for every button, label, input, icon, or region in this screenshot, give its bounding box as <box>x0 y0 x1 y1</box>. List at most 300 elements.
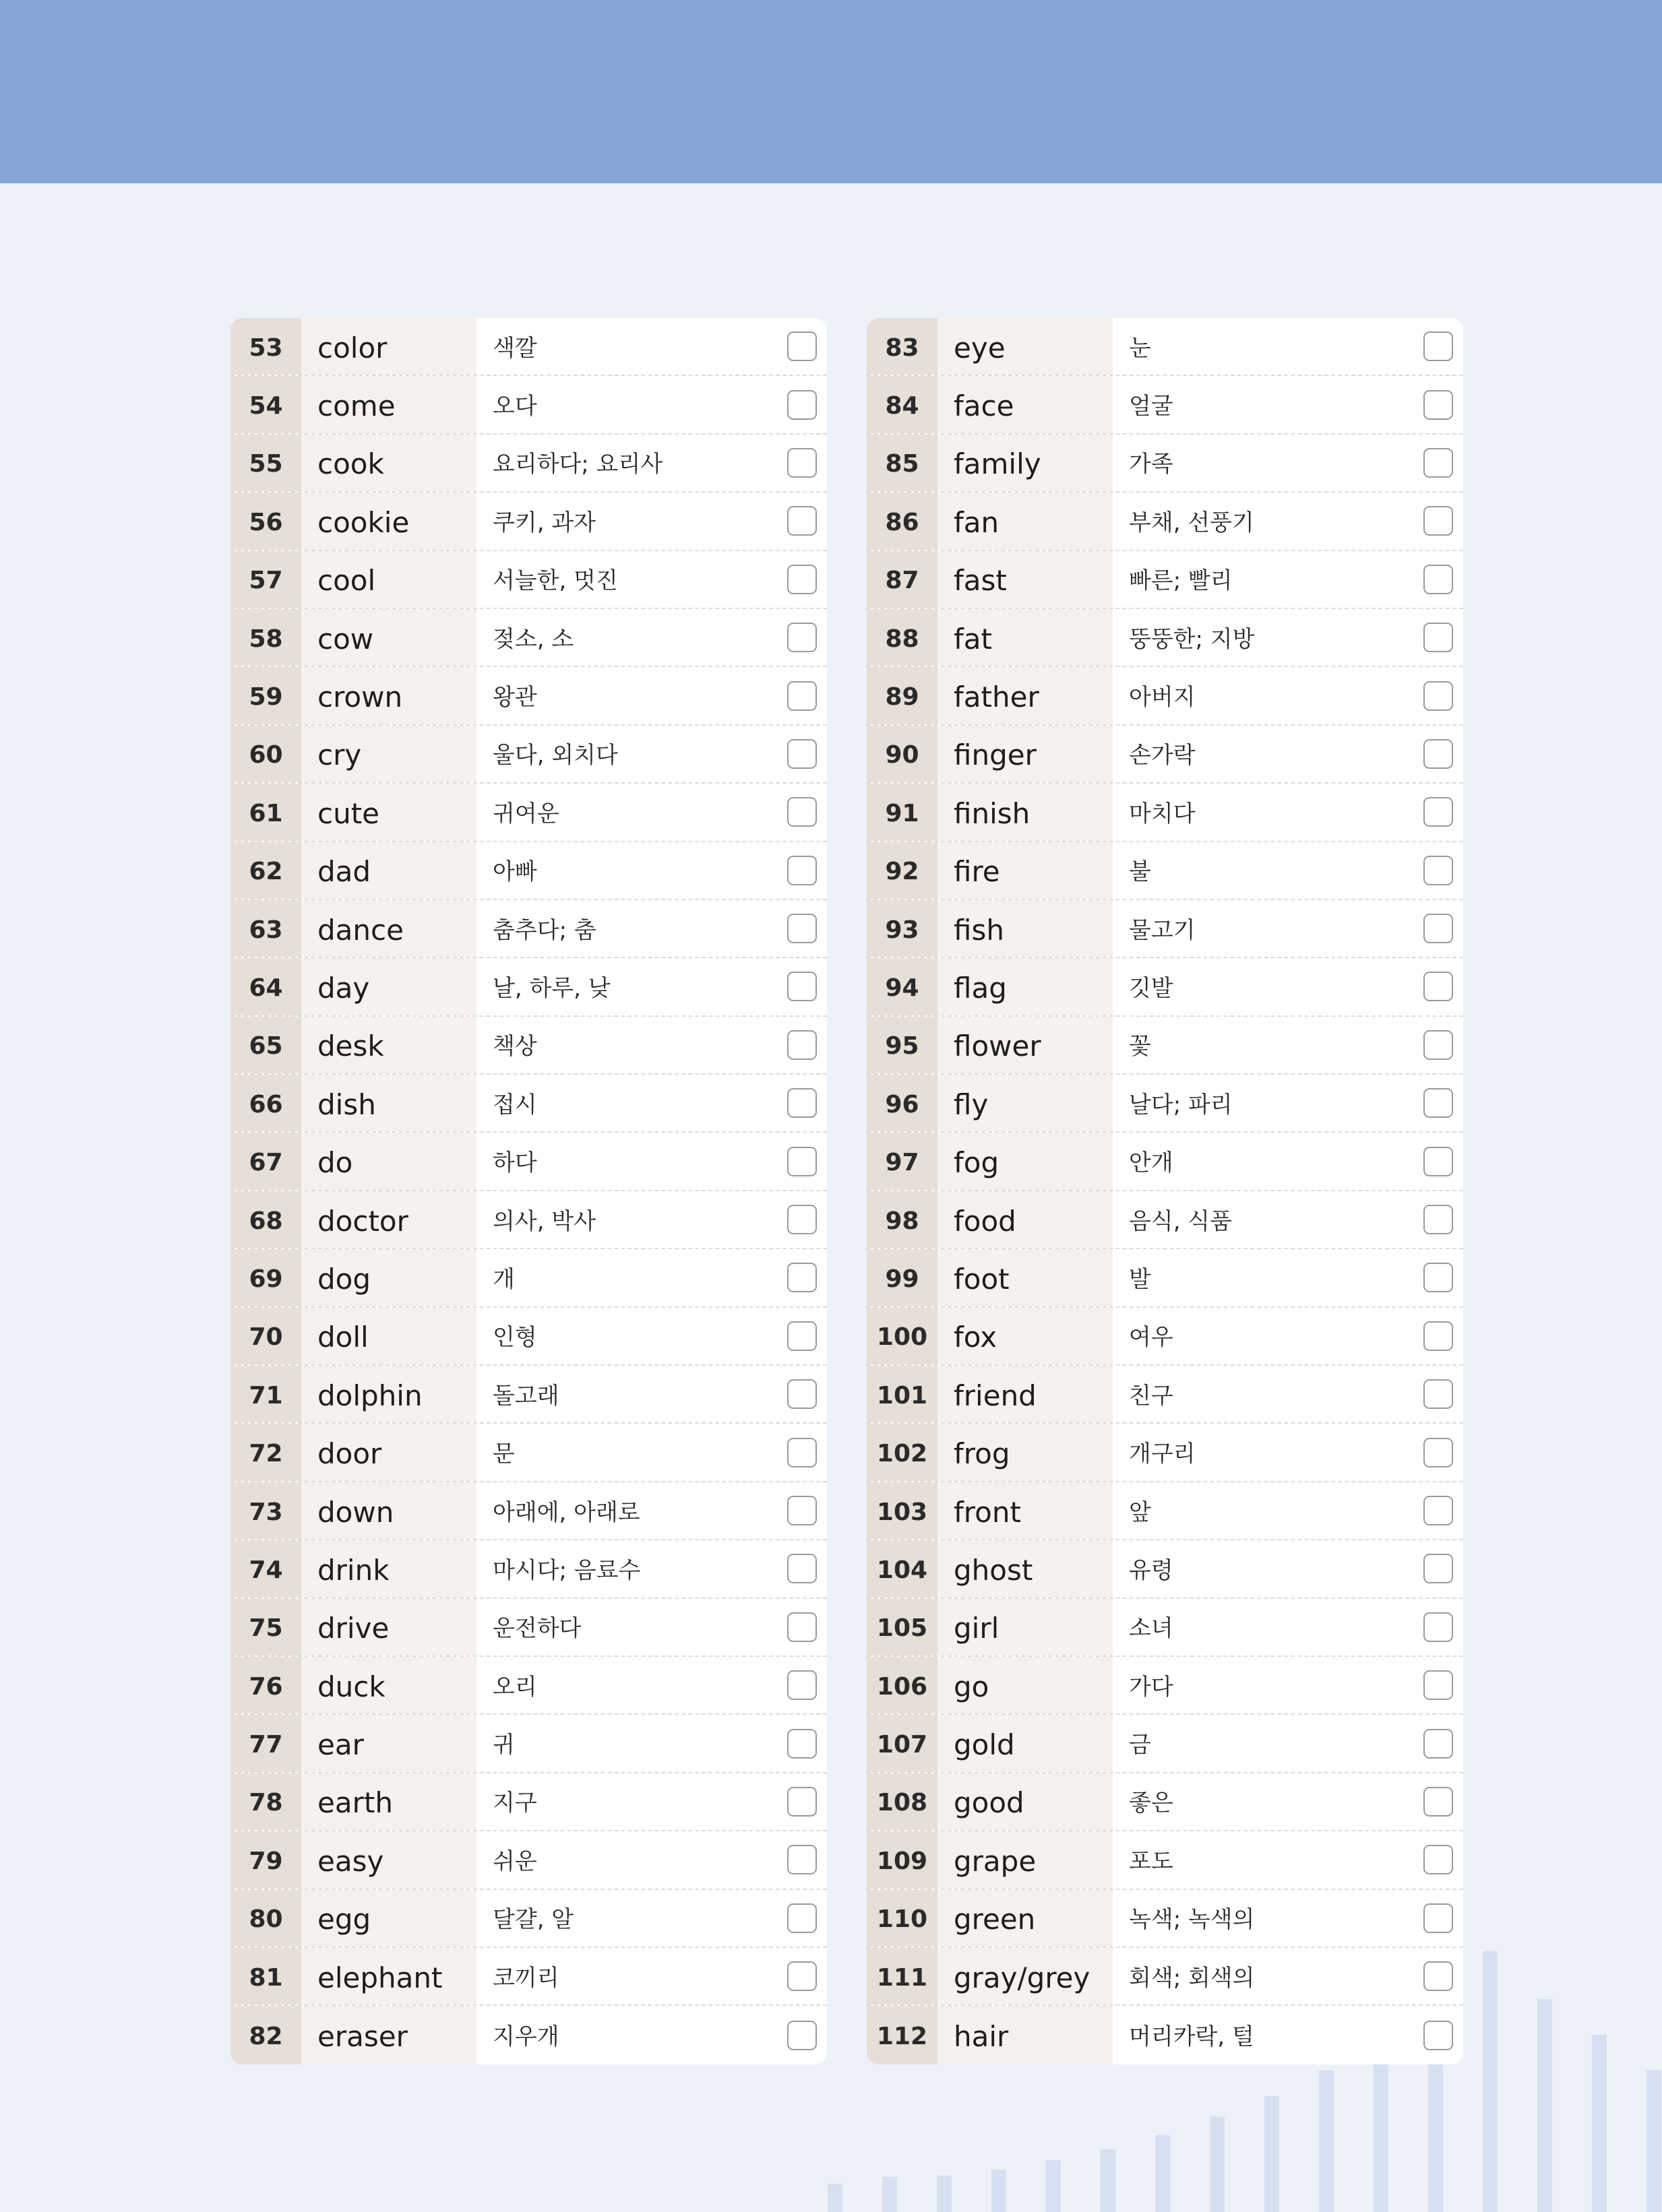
korean-meaning: 날, 하루, 낮 <box>493 974 611 1002</box>
vocab-row <box>867 1482 1463 1540</box>
checkbox-cell <box>1413 1017 1463 1073</box>
memorized-checkbox[interactable] <box>1423 681 1453 711</box>
word-number: 91 <box>867 784 937 840</box>
memorized-checkbox[interactable] <box>787 1845 817 1874</box>
vocab-row <box>867 1831 1463 1889</box>
english-word: fan <box>937 493 1113 549</box>
memorized-checkbox[interactable] <box>1423 1496 1453 1525</box>
vocab-row <box>230 318 827 376</box>
korean-meaning: 가족 <box>1129 451 1173 478</box>
word-number: 56 <box>230 493 301 549</box>
vocab-row <box>230 435 827 493</box>
vocab-table-left <box>230 318 827 2064</box>
memorized-checkbox[interactable] <box>1423 390 1453 420</box>
memorized-checkbox[interactable] <box>787 1088 817 1118</box>
memorized-checkbox[interactable] <box>787 797 817 827</box>
checkbox-cell <box>777 1831 827 1888</box>
memorized-checkbox[interactable] <box>787 1787 817 1816</box>
word-number: 82 <box>230 2006 301 2064</box>
checkbox-cell <box>1413 667 1463 724</box>
memorized-checkbox[interactable] <box>787 914 817 943</box>
checkbox-cell <box>1413 1482 1463 1539</box>
checkbox-cell <box>1413 1890 1463 1947</box>
memorized-checkbox[interactable] <box>787 1554 817 1583</box>
vocab-row <box>867 900 1463 958</box>
word-number: 94 <box>867 958 937 1015</box>
word-number: 87 <box>867 551 937 608</box>
checkbox-cell <box>777 784 827 840</box>
vocab-row <box>230 667 827 725</box>
vocab-row <box>867 1133 1463 1191</box>
memorized-checkbox[interactable] <box>1423 856 1453 885</box>
english-word: cow <box>301 609 476 666</box>
memorized-checkbox[interactable] <box>1423 1030 1453 1060</box>
background-bar <box>1101 2149 1115 2212</box>
checkbox-cell <box>1413 1715 1463 1771</box>
memorized-checkbox[interactable] <box>1423 1670 1453 1700</box>
english-word: dance <box>301 900 476 957</box>
checkbox-cell <box>1413 551 1463 608</box>
korean-meaning: 쿠키, 과자 <box>493 509 596 536</box>
checkbox-cell <box>777 1890 827 1947</box>
background-bar <box>882 2177 897 2212</box>
korean-meaning: 하다 <box>493 1149 537 1177</box>
korean-meaning: 뚱뚱한; 지방 <box>1129 625 1255 653</box>
word-number: 106 <box>867 1657 937 1713</box>
memorized-checkbox[interactable] <box>1423 1961 1453 1991</box>
checkbox-cell <box>1413 1657 1463 1713</box>
memorized-checkbox[interactable] <box>787 1205 817 1234</box>
checkbox-cell <box>1413 1599 1463 1655</box>
checkbox-cell <box>777 1366 827 1422</box>
checkbox-cell <box>1413 900 1463 957</box>
checkbox-cell <box>1413 1540 1463 1597</box>
checkbox-cell <box>1413 493 1463 549</box>
memorized-checkbox[interactable] <box>787 623 817 652</box>
vocab-row <box>230 726 827 784</box>
checkbox-cell <box>1413 726 1463 782</box>
checkbox-cell <box>1413 318 1463 375</box>
vocab-row <box>230 1249 827 1307</box>
memorized-checkbox[interactable] <box>787 1670 817 1700</box>
checkbox-cell <box>1413 1948 1463 2004</box>
vocab-row <box>867 1599 1463 1657</box>
word-number: 88 <box>867 609 937 666</box>
memorized-checkbox[interactable] <box>1423 1729 1453 1759</box>
word-number: 78 <box>230 1773 301 1830</box>
vocab-row <box>230 1366 827 1424</box>
korean-meaning: 오다 <box>493 393 537 420</box>
korean-meaning: 오리 <box>493 1673 537 1701</box>
background-bar <box>1210 2116 1225 2212</box>
checkbox-cell <box>1413 958 1463 1015</box>
memorized-checkbox[interactable] <box>1423 1321 1453 1351</box>
korean-meaning: 쉬운 <box>493 1847 537 1875</box>
korean-meaning: 귀 <box>493 1732 515 1759</box>
korean-meaning: 마치다 <box>1129 800 1196 827</box>
vocab-row <box>230 2006 827 2064</box>
korean-meaning: 마시다; 음료수 <box>493 1556 641 1584</box>
english-word: dolphin <box>301 1366 476 1422</box>
english-word: good <box>937 1773 1113 1830</box>
memorized-checkbox[interactable] <box>1423 565 1453 594</box>
memorized-checkbox[interactable] <box>787 1496 817 1525</box>
vocab-row <box>230 784 827 842</box>
english-word: elephant <box>301 1948 476 2004</box>
checkbox-cell <box>777 435 827 491</box>
english-word: fast <box>937 551 1113 608</box>
vocab-row <box>867 493 1463 550</box>
english-word: gray/grey <box>937 1948 1113 2004</box>
memorized-checkbox[interactable] <box>1423 1787 1453 1816</box>
word-number: 110 <box>867 1890 937 1947</box>
word-number: 59 <box>230 667 301 724</box>
word-number: 74 <box>230 1540 301 1597</box>
vocab-row <box>867 1191 1463 1249</box>
background-bar <box>1374 2056 1388 2212</box>
background-bar <box>1319 2071 1334 2212</box>
english-word: drive <box>301 1599 476 1655</box>
checkbox-cell <box>777 1191 827 1248</box>
word-number: 81 <box>230 1948 301 2004</box>
memorized-checkbox[interactable] <box>787 1321 817 1351</box>
memorized-checkbox[interactable] <box>787 390 817 420</box>
korean-meaning: 소녀 <box>1129 1615 1173 1643</box>
memorized-checkbox[interactable] <box>1423 448 1453 478</box>
checkbox-cell <box>777 1948 827 2004</box>
word-number: 55 <box>230 435 301 491</box>
checkbox-cell <box>777 2006 827 2064</box>
vocab-row <box>867 958 1463 1016</box>
memorized-checkbox[interactable] <box>1423 914 1453 943</box>
vocab-row <box>230 1773 827 1831</box>
english-word: door <box>301 1424 476 1480</box>
english-word: drink <box>301 1540 476 1597</box>
korean-meaning: 아래에, 아래로 <box>493 1498 640 1526</box>
memorized-checkbox[interactable] <box>787 1379 817 1409</box>
english-word: day <box>301 958 476 1015</box>
english-word: earth <box>301 1773 476 1830</box>
checkbox-cell <box>777 609 827 666</box>
memorized-checkbox[interactable] <box>1423 1903 1453 1933</box>
checkbox-cell <box>1413 1191 1463 1248</box>
background-bar <box>1537 1999 1552 2212</box>
vocab-row <box>867 784 1463 842</box>
vocab-row <box>867 551 1463 609</box>
english-word: go <box>937 1657 1113 1713</box>
english-word: duck <box>301 1657 476 1713</box>
memorized-checkbox[interactable] <box>1423 797 1453 827</box>
word-number: 61 <box>230 784 301 840</box>
word-number: 76 <box>230 1657 301 1713</box>
english-word: food <box>937 1191 1113 1248</box>
memorized-checkbox[interactable] <box>787 972 817 1001</box>
memorized-checkbox[interactable] <box>787 1438 817 1467</box>
korean-meaning: 달걀, 알 <box>493 1906 574 1934</box>
korean-meaning: 접시 <box>493 1091 537 1118</box>
word-number: 71 <box>230 1366 301 1422</box>
checkbox-cell <box>1413 609 1463 666</box>
memorized-checkbox[interactable] <box>1423 1845 1453 1874</box>
korean-meaning: 금 <box>1129 1732 1151 1759</box>
vocab-row <box>867 1017 1463 1075</box>
memorized-checkbox[interactable] <box>1423 1438 1453 1467</box>
korean-meaning: 의사, 박사 <box>493 1207 596 1235</box>
memorized-checkbox[interactable] <box>787 1147 817 1176</box>
korean-meaning: 아버지 <box>1129 684 1196 712</box>
background-bar <box>991 2170 1006 2212</box>
vocab-row <box>230 1831 827 1889</box>
vocab-row <box>230 551 827 609</box>
word-number: 72 <box>230 1424 301 1480</box>
checkbox-cell <box>1413 1366 1463 1422</box>
vocab-row <box>230 1191 827 1249</box>
vocab-row <box>230 1424 827 1482</box>
checkbox-cell <box>777 1075 827 1131</box>
word-number: 73 <box>230 1482 301 1539</box>
word-number: 84 <box>867 376 937 433</box>
memorized-checkbox[interactable] <box>787 739 817 769</box>
word-number: 86 <box>867 493 937 549</box>
checkbox-cell <box>777 551 827 608</box>
memorized-checkbox[interactable] <box>787 1030 817 1060</box>
word-number: 103 <box>867 1482 937 1539</box>
word-number: 112 <box>867 2006 937 2064</box>
vocab-row <box>230 1017 827 1075</box>
background-bar <box>937 2176 952 2212</box>
checkbox-cell <box>777 1540 827 1597</box>
english-word: cute <box>301 784 476 840</box>
word-number: 67 <box>230 1133 301 1189</box>
memorized-checkbox[interactable] <box>787 2021 817 2050</box>
english-word: cookie <box>301 493 476 549</box>
english-word: finish <box>937 784 1113 840</box>
word-number: 63 <box>230 900 301 957</box>
english-word: father <box>937 667 1113 724</box>
vocab-row <box>230 1599 827 1657</box>
english-word: doctor <box>301 1191 476 1248</box>
korean-meaning: 부채, 선풍기 <box>1129 509 1254 536</box>
word-number: 89 <box>867 667 937 724</box>
vocab-row <box>230 1133 827 1191</box>
vocab-row <box>230 1308 827 1366</box>
korean-meaning: 회색; 회색의 <box>1129 1964 1255 1992</box>
memorized-checkbox[interactable] <box>787 331 817 361</box>
vocab-row <box>230 1540 827 1598</box>
memorized-checkbox[interactable] <box>1423 1088 1453 1118</box>
korean-meaning: 여우 <box>1129 1324 1173 1352</box>
word-number: 104 <box>867 1540 937 1597</box>
vocab-row <box>867 1657 1463 1715</box>
checkbox-cell <box>777 1017 827 1073</box>
english-word: hair <box>937 2006 1113 2064</box>
checkbox-cell <box>777 1249 827 1306</box>
memorized-checkbox[interactable] <box>1423 2021 1453 2050</box>
english-word: desk <box>301 1017 476 1073</box>
english-word: gold <box>937 1715 1113 1771</box>
memorized-checkbox[interactable] <box>787 1903 817 1933</box>
english-word: dish <box>301 1075 476 1131</box>
korean-meaning: 얼굴 <box>1129 393 1173 420</box>
english-word: crown <box>301 667 476 724</box>
english-word: do <box>301 1133 476 1189</box>
word-number: 79 <box>230 1831 301 1888</box>
korean-meaning: 지우개 <box>493 2023 559 2051</box>
checkbox-cell <box>777 376 827 433</box>
vocab-table-right <box>867 318 1463 2064</box>
korean-meaning: 앞 <box>1129 1498 1151 1526</box>
memorized-checkbox[interactable] <box>1423 972 1453 1001</box>
word-number: 100 <box>867 1308 937 1364</box>
checkbox-cell <box>777 493 827 549</box>
english-word: cry <box>301 726 476 782</box>
word-number: 77 <box>230 1715 301 1771</box>
checkbox-cell <box>777 1308 827 1364</box>
memorized-checkbox[interactable] <box>1423 1554 1453 1583</box>
korean-meaning: 귀여운 <box>493 800 559 827</box>
memorized-checkbox[interactable] <box>787 448 817 478</box>
korean-meaning: 깃발 <box>1129 974 1173 1002</box>
checkbox-cell <box>777 1773 827 1830</box>
english-word: color <box>301 318 476 375</box>
korean-meaning: 발 <box>1129 1265 1151 1293</box>
vocab-row <box>867 376 1463 434</box>
checkbox-cell <box>777 900 827 957</box>
memorized-checkbox[interactable] <box>787 856 817 885</box>
vocab-row <box>230 609 827 667</box>
english-word: fire <box>937 842 1113 899</box>
word-number: 108 <box>867 1773 937 1830</box>
background-bar <box>828 2184 842 2212</box>
korean-meaning: 날다; 파리 <box>1129 1091 1233 1118</box>
memorized-checkbox[interactable] <box>787 1612 817 1642</box>
word-number: 85 <box>867 435 937 491</box>
english-word: ear <box>301 1715 476 1771</box>
english-word: easy <box>301 1831 476 1888</box>
memorized-checkbox[interactable] <box>1423 1612 1453 1642</box>
word-number: 99 <box>867 1249 937 1306</box>
korean-meaning: 서늘한, 멋진 <box>493 567 618 595</box>
korean-meaning: 책상 <box>493 1033 537 1061</box>
vocab-row <box>867 1249 1463 1307</box>
checkbox-cell <box>777 1424 827 1480</box>
vocab-row <box>867 667 1463 725</box>
english-word: front <box>937 1482 1113 1539</box>
korean-meaning: 지구 <box>493 1790 537 1817</box>
korean-meaning: 유령 <box>1129 1556 1173 1584</box>
memorized-checkbox[interactable] <box>787 1961 817 1991</box>
word-number: 68 <box>230 1191 301 1248</box>
memorized-checkbox[interactable] <box>1423 1379 1453 1409</box>
word-number: 107 <box>867 1715 937 1771</box>
korean-meaning: 코끼리 <box>493 1964 559 1992</box>
vocab-row <box>867 1773 1463 1831</box>
vocab-row <box>230 493 827 550</box>
vocab-row <box>867 1366 1463 1424</box>
vocab-row <box>230 1715 827 1773</box>
checkbox-cell <box>1413 784 1463 840</box>
memorized-checkbox[interactable] <box>1423 506 1453 536</box>
checkbox-cell <box>1413 1424 1463 1480</box>
english-word: green <box>937 1890 1113 1947</box>
korean-meaning: 친구 <box>1129 1382 1173 1410</box>
memorized-checkbox[interactable] <box>787 565 817 594</box>
memorized-checkbox[interactable] <box>1423 739 1453 769</box>
word-number: 83 <box>867 318 937 375</box>
korean-meaning: 운전하다 <box>493 1615 582 1643</box>
checkbox-cell <box>777 667 827 724</box>
memorized-checkbox[interactable] <box>787 1263 817 1292</box>
checkbox-cell <box>1413 1773 1463 1830</box>
korean-meaning: 녹색; 녹색의 <box>1129 1906 1255 1934</box>
word-number: 109 <box>867 1831 937 1888</box>
korean-meaning: 빠른; 빨리 <box>1129 567 1233 595</box>
korean-meaning: 울다, 외치다 <box>493 742 618 769</box>
vocab-row <box>230 842 827 900</box>
vocab-row <box>867 842 1463 900</box>
vocab-row <box>867 1715 1463 1773</box>
korean-meaning: 개구리 <box>1129 1441 1196 1468</box>
english-word: doll <box>301 1308 476 1364</box>
checkbox-cell <box>1413 376 1463 433</box>
vocab-row <box>230 1890 827 1948</box>
vocab-row <box>230 1948 827 2006</box>
checkbox-cell <box>1413 842 1463 899</box>
memorized-checkbox[interactable] <box>1423 623 1453 652</box>
word-number: 95 <box>867 1017 937 1073</box>
checkbox-cell <box>777 726 827 782</box>
word-number: 54 <box>230 376 301 433</box>
vocab-row <box>230 376 827 434</box>
memorized-checkbox[interactable] <box>1423 331 1453 361</box>
checkbox-cell <box>777 1133 827 1189</box>
vocab-row <box>230 900 827 958</box>
memorized-checkbox[interactable] <box>1423 1263 1453 1292</box>
korean-meaning: 꽃 <box>1129 1033 1151 1061</box>
checkbox-cell <box>1413 1308 1463 1364</box>
english-word: eraser <box>301 2006 476 2064</box>
checkbox-cell <box>777 1715 827 1771</box>
english-word: fog <box>937 1133 1113 1189</box>
word-number: 80 <box>230 1890 301 1947</box>
vocab-row <box>230 1075 827 1133</box>
word-number: 60 <box>230 726 301 782</box>
english-word: cool <box>301 551 476 608</box>
checkbox-cell <box>1413 435 1463 491</box>
checkbox-cell <box>777 842 827 899</box>
memorized-checkbox[interactable] <box>787 506 817 536</box>
vocab-row <box>867 1540 1463 1598</box>
english-word: come <box>301 376 476 433</box>
english-word: ghost <box>937 1540 1113 1597</box>
checkbox-cell <box>777 1657 827 1713</box>
background-bar <box>1046 2160 1061 2212</box>
word-number: 98 <box>867 1191 937 1248</box>
word-number: 101 <box>867 1366 937 1422</box>
vocab-row <box>867 1075 1463 1133</box>
korean-meaning: 포도 <box>1129 1847 1173 1875</box>
memorized-checkbox[interactable] <box>1423 1147 1453 1176</box>
memorized-checkbox[interactable] <box>787 1729 817 1759</box>
english-word: girl <box>937 1599 1113 1655</box>
memorized-checkbox[interactable] <box>787 681 817 711</box>
memorized-checkbox[interactable] <box>1423 1205 1453 1234</box>
background-bar <box>1646 2070 1661 2212</box>
korean-meaning: 색깔 <box>493 334 537 362</box>
korean-meaning: 눈 <box>1129 334 1151 362</box>
vocab-row <box>230 1482 827 1540</box>
english-word: fish <box>937 900 1113 957</box>
